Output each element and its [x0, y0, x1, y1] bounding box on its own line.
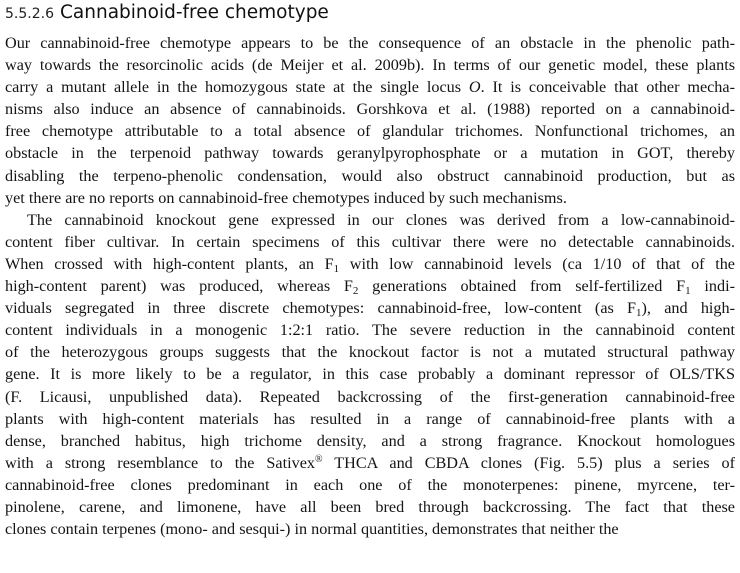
text-line — [5, 165, 735, 187]
text-run: (F. Licausi, unpublished data). Repeated backcrossing of the first-generation cannabinoid-free — [5, 387, 735, 406]
text-line — [5, 363, 735, 385]
subscript: 2 — [352, 285, 359, 298]
text-line — [5, 275, 735, 297]
text-line — [5, 452, 735, 474]
text-run: free chemotype attributable to a total absence of glandular trichomes. Nonfunctional trichomes, an — [5, 122, 735, 141]
text-run: with a strong resemblance to the Sativex — [5, 453, 315, 472]
text-run: with low cannabinoid levels (ca 1/10 of that of the — [339, 254, 735, 273]
text-run: content fiber cultivar. In certain specimens of this cultivar there were no detectable cannabinoids. — [5, 232, 735, 251]
section-heading — [5, 2, 329, 30]
text-run: cannabinoid-free clones predominant in each one of the monoterpenes: pinene, myrcene, ter- — [5, 475, 735, 494]
text-run: indi- — [690, 277, 735, 296]
text-line — [5, 518, 735, 540]
text-run: content individuals in a monogenic 1:2:1 ratio. The severe reduction in the cannabinoid content — [5, 321, 735, 340]
text-run: way towards the resorcinolic acids (de Meijer et al. 2009b). In terms of our genetic model, these plants — [5, 56, 735, 75]
text-line — [5, 496, 735, 518]
text-run: The cannabinoid knockout gene expressed in our clones was derived from a low-cannabinoid- — [27, 210, 735, 229]
text-run: pinolene, carene, and limonene, have all been bred through backcrossing. The fact that these — [5, 497, 735, 516]
text-line — [5, 98, 735, 120]
text-line — [5, 474, 735, 496]
text-line — [5, 54, 735, 76]
text-run: viduals segregated in three discrete chemotypes: cannabinoid-free, low-content (as F — [5, 299, 637, 318]
text-run: dense, branched habitus, high trichome density, and a strong fragrance. Knockout homologues — [5, 431, 735, 450]
text-line — [5, 76, 735, 98]
subscript: 1 — [333, 262, 340, 275]
text-line — [5, 319, 735, 341]
paragraph-1 — [5, 32, 735, 209]
text-run: plants with high-content materials has resulted in a range of cannabinoid-free plants with a — [5, 409, 735, 428]
text-run: high-content parent) was produced, whereas F — [5, 277, 353, 296]
section-title: Cannabinoid-free chemotype — [59, 2, 329, 23]
superscript: ® — [314, 453, 323, 465]
text-run: disabling the terpeno-phenolic condensation, would also obstruct cannabinoid production, but as — [5, 166, 735, 185]
text-run: nisms also induce an absence of cannabinoids. Gorshkova et al. (1988) reported on a cannabinoid- — [5, 100, 735, 119]
text-line — [5, 142, 735, 164]
text-run: Our cannabinoid-free chemotype appears to be the consequence of an obstacle in the phenolic path- — [5, 34, 735, 52]
text-line — [5, 253, 735, 275]
subscript: 1 — [685, 285, 691, 298]
text-run: gene. It is more likely to be a regulator, in this case probably a dominant repressor of OLS/TKS — [5, 365, 735, 384]
italic-run: O — [468, 78, 481, 97]
text-line — [5, 209, 735, 231]
body-text — [5, 32, 735, 540]
text-line — [5, 297, 735, 319]
text-line — [5, 408, 735, 430]
text-run: yet there are no reports on cannabinoid-free chemotypes induced by such mechanisms. — [5, 188, 567, 207]
text-line — [5, 231, 735, 253]
text-run: clones contain terpenes (mono- and sesqui-) in normal quantities, demonstrates that neither the — [5, 520, 619, 539]
text-run: ), and high- — [641, 299, 735, 318]
text-run: obstacle in the terpenoid pathway towards geranylpyrophosphate or a mutation in GOT, thereby — [5, 144, 735, 163]
text-line — [5, 187, 735, 209]
text-run: When crossed with high-content plants, an F — [5, 254, 334, 273]
section-number: 5.5.2.6 — [5, 6, 54, 22]
text-run: generations obtained from self-fertilized F — [358, 277, 686, 296]
text-run: . It is conceivable that other mecha- — [480, 78, 735, 97]
text-run: of the heterozygous groups suggests that the knockout factor is not a mutated structural pathway — [5, 343, 735, 362]
paragraph-2 — [5, 209, 735, 540]
text-line — [5, 430, 735, 452]
text-line — [5, 120, 735, 142]
subscript: 1 — [636, 307, 642, 320]
text-line — [5, 386, 735, 408]
text-line — [5, 341, 735, 363]
text-line — [5, 32, 735, 54]
text-run: carry a mutant allele in the homozygous state at the single locus — [5, 78, 469, 97]
text-run: THCA and CBDA clones (Fig. 5.5) plus a series of — [322, 453, 735, 472]
